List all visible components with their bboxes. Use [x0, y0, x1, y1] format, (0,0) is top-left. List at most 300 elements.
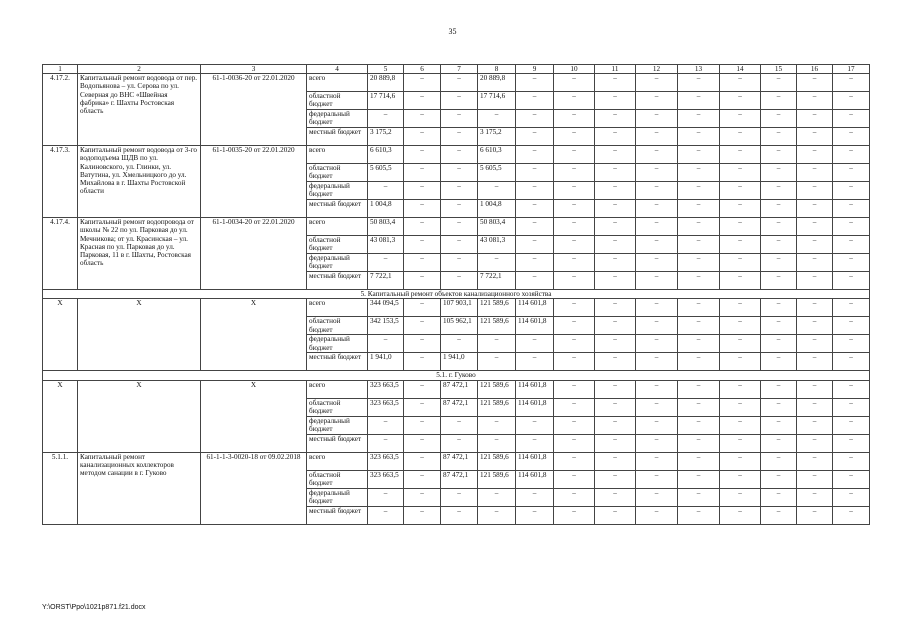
value-cell: –: [720, 128, 761, 146]
value-cell: –: [595, 146, 636, 164]
value-cell: 87 472,1: [441, 452, 478, 470]
value-cell: –: [678, 146, 720, 164]
value-cell: –: [678, 74, 720, 92]
value-cell: 7 722,1: [478, 272, 516, 290]
value-cell: –: [797, 299, 833, 317]
value-cell: –: [761, 398, 797, 416]
value-cell: –: [516, 335, 554, 353]
value-cell: –: [761, 434, 797, 452]
value-cell: –: [833, 317, 870, 335]
value-cell: –: [720, 236, 761, 254]
value-cell: –: [797, 110, 833, 128]
value-cell: –: [516, 254, 554, 272]
value-cell: –: [554, 416, 595, 434]
value-cell: –: [761, 353, 797, 371]
value-cell: 5 605,5: [478, 164, 516, 182]
value-cell: –: [368, 434, 404, 452]
col-header: 7: [441, 65, 478, 74]
value-cell: –: [595, 488, 636, 506]
value-cell: 87 472,1: [441, 380, 478, 398]
value-cell: –: [797, 335, 833, 353]
budget-table: [42, 64, 870, 525]
value-cell: –: [636, 398, 678, 416]
value-cell: –: [720, 434, 761, 452]
value-cell: –: [720, 254, 761, 272]
value-cell: –: [761, 470, 797, 488]
value-cell: –: [404, 146, 441, 164]
value-cell: –: [404, 254, 441, 272]
table-row: [43, 218, 870, 236]
value-cell: –: [797, 398, 833, 416]
value-cell: –: [720, 218, 761, 236]
col-header: 3: [201, 65, 307, 74]
value-cell: –: [441, 272, 478, 290]
value-cell: 105 962,1: [441, 317, 478, 335]
value-cell: –: [678, 272, 720, 290]
value-cell: –: [441, 254, 478, 272]
value-cell: –: [833, 506, 870, 524]
value-cell: –: [595, 434, 636, 452]
page-number: 35: [448, 27, 457, 36]
value-cell: –: [636, 434, 678, 452]
value-cell: –: [441, 236, 478, 254]
col-header: 17: [833, 65, 870, 74]
value-cell: –: [833, 272, 870, 290]
value-cell: –: [595, 218, 636, 236]
value-cell: 114 601,8: [516, 470, 554, 488]
funding-source-label: всего: [307, 452, 368, 470]
value-cell: –: [797, 128, 833, 146]
value-cell: 1 941,0: [441, 353, 478, 371]
value-cell: –: [516, 506, 554, 524]
value-cell: –: [797, 254, 833, 272]
funding-source-label: областной бюджет: [307, 236, 368, 254]
value-cell: 1 941,0: [368, 353, 404, 371]
value-cell: 6 610,3: [478, 146, 516, 164]
value-cell: –: [554, 182, 595, 200]
value-cell: –: [636, 380, 678, 398]
funding-source-label: всего: [307, 74, 368, 92]
value-cell: 50 803,4: [478, 218, 516, 236]
value-cell: –: [478, 506, 516, 524]
value-cell: –: [636, 416, 678, 434]
value-cell: –: [595, 236, 636, 254]
value-cell: –: [554, 335, 595, 353]
object-name: Капитальный ремонт водопровода от школы № 22 по ул. Парковая до ул. Мечникова; от ул. Красинская – ул. Красная по ул. Парковая до ул. Парковая, 11 в г. Шахты, Ростовская область: [78, 218, 201, 290]
value-cell: –: [368, 182, 404, 200]
value-cell: –: [595, 254, 636, 272]
value-cell: –: [636, 470, 678, 488]
value-cell: –: [678, 92, 720, 110]
document-reference: X: [201, 380, 307, 452]
value-cell: –: [404, 506, 441, 524]
value-cell: –: [441, 506, 478, 524]
value-cell: –: [720, 398, 761, 416]
value-cell: –: [833, 299, 870, 317]
value-cell: –: [833, 488, 870, 506]
col-header: 14: [720, 65, 761, 74]
value-cell: –: [404, 488, 441, 506]
value-cell: –: [761, 236, 797, 254]
value-cell: –: [554, 272, 595, 290]
value-cell: –: [368, 110, 404, 128]
value-cell: –: [636, 488, 678, 506]
value-cell: –: [554, 128, 595, 146]
value-cell: –: [678, 164, 720, 182]
value-cell: –: [516, 92, 554, 110]
value-cell: –: [678, 182, 720, 200]
value-cell: 3 175,2: [478, 128, 516, 146]
value-cell: –: [833, 128, 870, 146]
value-cell: –: [441, 110, 478, 128]
value-cell: –: [368, 254, 404, 272]
col-header: 15: [761, 65, 797, 74]
value-cell: –: [636, 110, 678, 128]
value-cell: –: [441, 416, 478, 434]
value-cell: –: [516, 236, 554, 254]
value-cell: –: [595, 470, 636, 488]
value-cell: –: [368, 335, 404, 353]
value-cell: 323 663,5: [368, 470, 404, 488]
value-cell: –: [678, 398, 720, 416]
value-cell: –: [478, 254, 516, 272]
value-cell: –: [678, 506, 720, 524]
value-cell: –: [516, 74, 554, 92]
value-cell: –: [761, 146, 797, 164]
value-cell: –: [678, 353, 720, 371]
value-cell: –: [516, 128, 554, 146]
value-cell: –: [761, 218, 797, 236]
value-cell: –: [595, 128, 636, 146]
value-cell: –: [404, 272, 441, 290]
value-cell: 20 889,8: [368, 74, 404, 92]
value-cell: –: [833, 146, 870, 164]
value-cell: –: [636, 317, 678, 335]
value-cell: –: [516, 272, 554, 290]
value-cell: –: [761, 452, 797, 470]
value-cell: –: [761, 164, 797, 182]
object-name: Капитальный ремонт водовода от пер. Водопьянова – ул. Серова по ул. Северная до ВНС «Швейная фабрика» г. Шахты Ростовская область: [78, 74, 201, 146]
value-cell: –: [761, 299, 797, 317]
value-cell: 114 601,8: [516, 398, 554, 416]
value-cell: –: [833, 254, 870, 272]
value-cell: –: [797, 236, 833, 254]
value-cell: –: [761, 416, 797, 434]
value-cell: 344 094,5: [368, 299, 404, 317]
value-cell: –: [678, 434, 720, 452]
value-cell: 114 601,8: [516, 317, 554, 335]
funding-source-label: всего: [307, 218, 368, 236]
row-number: 5.1.1.: [43, 452, 78, 524]
col-header: 12: [636, 65, 678, 74]
value-cell: –: [761, 92, 797, 110]
value-cell: –: [478, 416, 516, 434]
value-cell: –: [441, 200, 478, 218]
value-cell: 107 903,1: [441, 299, 478, 317]
value-cell: –: [761, 335, 797, 353]
value-cell: –: [833, 353, 870, 371]
value-cell: –: [720, 164, 761, 182]
document-reference: 61-1-0036-20 от 22.01.2020: [201, 74, 307, 146]
value-cell: –: [441, 92, 478, 110]
value-cell: –: [554, 452, 595, 470]
value-cell: –: [404, 218, 441, 236]
value-cell: –: [797, 146, 833, 164]
value-cell: –: [761, 272, 797, 290]
value-cell: –: [720, 506, 761, 524]
funding-source-label: федеральный бюджет: [307, 416, 368, 434]
col-header: 5: [368, 65, 404, 74]
value-cell: –: [404, 380, 441, 398]
col-header: 1: [43, 65, 78, 74]
col-header: 6: [404, 65, 441, 74]
value-cell: 342 153,5: [368, 317, 404, 335]
funding-source-label: федеральный бюджет: [307, 488, 368, 506]
value-cell: –: [404, 110, 441, 128]
funding-source-label: областной бюджет: [307, 92, 368, 110]
value-cell: 323 663,5: [368, 398, 404, 416]
value-cell: –: [516, 434, 554, 452]
value-cell: –: [404, 92, 441, 110]
value-cell: –: [404, 182, 441, 200]
value-cell: 121 589,6: [478, 380, 516, 398]
value-cell: –: [636, 254, 678, 272]
row-number: X: [43, 299, 78, 371]
value-cell: 87 472,1: [441, 470, 478, 488]
value-cell: –: [595, 200, 636, 218]
funding-source-label: местный бюджет: [307, 506, 368, 524]
value-cell: –: [516, 488, 554, 506]
col-header: 9: [516, 65, 554, 74]
value-cell: 121 589,6: [478, 317, 516, 335]
value-cell: –: [595, 272, 636, 290]
value-cell: –: [833, 434, 870, 452]
value-cell: –: [720, 488, 761, 506]
funding-source-label: местный бюджет: [307, 272, 368, 290]
value-cell: –: [441, 488, 478, 506]
value-cell: –: [595, 92, 636, 110]
value-cell: –: [797, 452, 833, 470]
value-cell: –: [833, 470, 870, 488]
value-cell: 323 663,5: [368, 452, 404, 470]
value-cell: –: [368, 416, 404, 434]
funding-source-label: всего: [307, 380, 368, 398]
value-cell: –: [404, 335, 441, 353]
value-cell: 17 714,6: [478, 92, 516, 110]
value-cell: –: [761, 317, 797, 335]
value-cell: –: [720, 299, 761, 317]
value-cell: –: [404, 434, 441, 452]
value-cell: –: [554, 317, 595, 335]
header-row: [43, 65, 870, 74]
value-cell: 50 803,4: [368, 218, 404, 236]
funding-source-label: местный бюджет: [307, 200, 368, 218]
value-cell: –: [720, 92, 761, 110]
value-cell: –: [720, 272, 761, 290]
funding-source-label: федеральный бюджет: [307, 335, 368, 353]
value-cell: –: [516, 218, 554, 236]
value-cell: –: [441, 164, 478, 182]
table-row: [43, 299, 870, 317]
value-cell: –: [797, 218, 833, 236]
value-cell: –: [636, 353, 678, 371]
value-cell: –: [636, 182, 678, 200]
value-cell: –: [678, 254, 720, 272]
value-cell: 121 589,6: [478, 398, 516, 416]
value-cell: –: [797, 416, 833, 434]
value-cell: –: [797, 92, 833, 110]
value-cell: –: [678, 299, 720, 317]
row-number: 4.17.3.: [43, 146, 78, 218]
value-cell: –: [516, 200, 554, 218]
value-cell: –: [404, 353, 441, 371]
value-cell: –: [441, 146, 478, 164]
row-number: 4.17.2.: [43, 74, 78, 146]
value-cell: –: [595, 380, 636, 398]
col-header: 13: [678, 65, 720, 74]
section-title-gukovo: 5.1. г. Гуково: [43, 371, 870, 380]
value-cell: –: [478, 353, 516, 371]
value-cell: –: [797, 470, 833, 488]
value-cell: –: [720, 110, 761, 128]
value-cell: –: [761, 488, 797, 506]
value-cell: –: [678, 128, 720, 146]
value-cell: –: [833, 74, 870, 92]
value-cell: –: [636, 74, 678, 92]
value-cell: –: [636, 164, 678, 182]
funding-source-label: областной бюджет: [307, 164, 368, 182]
funding-source-label: федеральный бюджет: [307, 110, 368, 128]
value-cell: –: [554, 380, 595, 398]
value-cell: 323 663,5: [368, 380, 404, 398]
value-cell: –: [478, 335, 516, 353]
document-reference: 61-1-0034-20 от 22.01.2020: [201, 218, 307, 290]
value-cell: –: [761, 182, 797, 200]
value-cell: –: [441, 335, 478, 353]
footer-file-path: Y:\ORST\Ppo\1021p871.f21.docx: [42, 604, 146, 611]
value-cell: –: [554, 254, 595, 272]
value-cell: –: [833, 164, 870, 182]
value-cell: –: [595, 452, 636, 470]
funding-source-label: местный бюджет: [307, 434, 368, 452]
value-cell: –: [678, 317, 720, 335]
value-cell: 121 589,6: [478, 470, 516, 488]
funding-source-label: местный бюджет: [307, 128, 368, 146]
table-row: [43, 74, 870, 92]
value-cell: –: [678, 488, 720, 506]
value-cell: –: [404, 200, 441, 218]
value-cell: –: [636, 506, 678, 524]
value-cell: –: [636, 272, 678, 290]
value-cell: –: [404, 236, 441, 254]
value-cell: –: [761, 254, 797, 272]
value-cell: –: [595, 398, 636, 416]
section-row: [43, 371, 870, 380]
value-cell: –: [554, 434, 595, 452]
value-cell: –: [797, 434, 833, 452]
value-cell: –: [595, 353, 636, 371]
value-cell: –: [720, 380, 761, 398]
value-cell: –: [797, 488, 833, 506]
section-row: [43, 290, 870, 299]
value-cell: –: [720, 416, 761, 434]
value-cell: 43 081,3: [368, 236, 404, 254]
value-cell: –: [720, 470, 761, 488]
row-number: X: [43, 380, 78, 452]
col-header: 2: [78, 65, 201, 74]
value-cell: –: [833, 380, 870, 398]
funding-source-label: областной бюджет: [307, 317, 368, 335]
value-cell: –: [833, 416, 870, 434]
object-name: Капитальный ремонт канализационных коллекторов методом санации в г. Гуково: [78, 452, 201, 524]
value-cell: –: [833, 398, 870, 416]
value-cell: –: [636, 200, 678, 218]
value-cell: –: [636, 128, 678, 146]
value-cell: –: [478, 110, 516, 128]
value-cell: 114 601,8: [516, 380, 554, 398]
value-cell: –: [404, 452, 441, 470]
value-cell: –: [720, 200, 761, 218]
value-cell: 17 714,6: [368, 92, 404, 110]
value-cell: –: [595, 506, 636, 524]
value-cell: –: [636, 92, 678, 110]
value-cell: –: [516, 182, 554, 200]
value-cell: –: [441, 218, 478, 236]
funding-source-label: областной бюджет: [307, 470, 368, 488]
col-header: 4: [307, 65, 368, 74]
value-cell: –: [720, 452, 761, 470]
value-cell: –: [404, 470, 441, 488]
col-header: 16: [797, 65, 833, 74]
value-cell: –: [368, 488, 404, 506]
value-cell: 87 472,1: [441, 398, 478, 416]
value-cell: –: [368, 506, 404, 524]
value-cell: –: [833, 335, 870, 353]
value-cell: –: [797, 506, 833, 524]
value-cell: –: [678, 380, 720, 398]
row-number: 4.17.4.: [43, 218, 78, 290]
value-cell: –: [404, 74, 441, 92]
value-cell: –: [554, 146, 595, 164]
funding-source-label: местный бюджет: [307, 353, 368, 371]
value-cell: –: [678, 335, 720, 353]
value-cell: –: [554, 353, 595, 371]
value-cell: –: [720, 353, 761, 371]
value-cell: –: [833, 110, 870, 128]
value-cell: –: [478, 434, 516, 452]
funding-source-label: всего: [307, 299, 368, 317]
value-cell: –: [833, 218, 870, 236]
table-row: [43, 146, 870, 164]
value-cell: –: [636, 452, 678, 470]
document-reference: 61-1-1-3-0020-18 от 09.02.2018: [201, 452, 307, 524]
value-cell: –: [554, 164, 595, 182]
value-cell: –: [554, 200, 595, 218]
value-cell: –: [636, 335, 678, 353]
value-cell: –: [797, 272, 833, 290]
value-cell: –: [678, 416, 720, 434]
value-cell: –: [797, 182, 833, 200]
value-cell: –: [833, 236, 870, 254]
funding-source-label: областной бюджет: [307, 398, 368, 416]
value-cell: –: [797, 380, 833, 398]
value-cell: –: [554, 74, 595, 92]
value-cell: –: [516, 164, 554, 182]
value-cell: –: [761, 200, 797, 218]
value-cell: –: [441, 434, 478, 452]
col-header: 8: [478, 65, 516, 74]
value-cell: –: [797, 200, 833, 218]
